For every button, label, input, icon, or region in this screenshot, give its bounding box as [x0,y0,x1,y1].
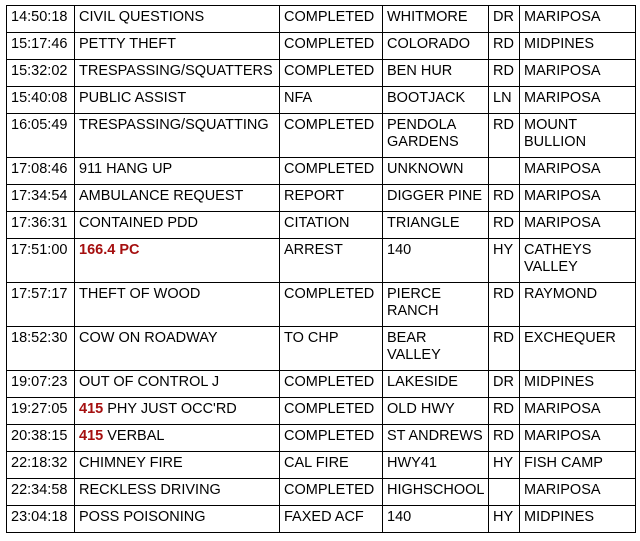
city-cell: MARIPOSA [520,425,636,452]
call-cell [75,87,280,114]
disposition-cell: COMPLETED [280,6,383,33]
city-cell: MARIPOSA [520,6,636,33]
street-cell: BOOTJACK [383,87,489,114]
suffix-cell: RD [489,33,520,60]
city-cell: FISH CAMP [520,452,636,479]
disposition-cell: COMPLETED [280,283,383,327]
call-type: POSS POISONING [79,509,206,525]
table-row [7,327,636,371]
suffix-cell: RD [489,283,520,327]
city-cell: MARIPOSA [520,212,636,239]
call-type: PETTY THEFT [79,36,176,52]
street-cell: 140 [383,239,489,283]
suffix-cell: LN [489,87,520,114]
call-cell [75,6,280,33]
disposition-cell: COMPLETED [280,371,383,398]
city-cell: MARIPOSA [520,60,636,87]
suffix-cell: RD [489,425,520,452]
street-cell: TRIANGLE [383,212,489,239]
city-cell: MARIPOSA [520,185,636,212]
disposition-cell: TO CHP [280,327,383,371]
call-cell [75,327,280,371]
call-type: OUT OF CONTROL J [79,374,220,390]
disposition-cell: REPORT [280,185,383,212]
street-cell: BEAR VALLEY [383,327,489,371]
time-cell: 17:51:00 [7,239,75,283]
street-cell: ST ANDREWS [383,425,489,452]
city-cell: MOUNT BULLION [520,114,636,158]
disposition-cell: FAXED ACF [280,506,383,533]
suffix-cell [489,158,520,185]
call-cell [75,398,280,425]
call-type: PHY JUST OCC'RD [103,401,237,417]
call-code: 415 [79,401,104,417]
street-cell: LAKESIDE [383,371,489,398]
street-cell: OLD HWY [383,398,489,425]
call-type: CIVIL QUESTIONS [79,9,205,25]
call-cell [75,283,280,327]
call-code: 166.4 PC [79,242,140,258]
street-cell: PIERCE RANCH [383,283,489,327]
suffix-cell: RD [489,114,520,158]
street-cell: WHITMORE [383,6,489,33]
time-cell: 17:57:17 [7,283,75,327]
city-cell: MARIPOSA [520,87,636,114]
suffix-cell: RD [489,327,520,371]
street-cell: BEN HUR [383,60,489,87]
table-row [7,212,636,239]
call-type: CHIMNEY FIRE [79,455,183,471]
time-cell: 23:04:18 [7,506,75,533]
call-type: TRESPASSING/SQUATTERS [79,63,273,79]
city-cell: RAYMOND [520,283,636,327]
disposition-cell: ARREST [280,239,383,283]
table-row [7,452,636,479]
street-cell: DIGGER PINE [383,185,489,212]
time-cell: 16:05:49 [7,114,75,158]
incident-log-body [7,6,636,533]
table-row [7,425,636,452]
city-cell: MIDPINES [520,33,636,60]
call-cell [75,158,280,185]
street-cell: HIGHSCHOOL [383,479,489,506]
time-cell: 17:36:31 [7,212,75,239]
call-cell [75,506,280,533]
time-cell: 20:38:15 [7,425,75,452]
table-row [7,506,636,533]
table-row [7,185,636,212]
city-cell: EXCHEQUER [520,327,636,371]
table-row [7,158,636,185]
street-cell: PENDOLA GARDENS [383,114,489,158]
call-type: VERBAL [103,428,165,444]
call-cell [75,60,280,87]
time-cell: 17:08:46 [7,158,75,185]
table-row [7,371,636,398]
call-cell [75,212,280,239]
disposition-cell: COMPLETED [280,60,383,87]
time-cell: 19:27:05 [7,398,75,425]
suffix-cell: DR [489,6,520,33]
disposition-cell: COMPLETED [280,479,383,506]
time-cell: 18:52:30 [7,327,75,371]
suffix-cell: RD [489,398,520,425]
table-row [7,114,636,158]
call-cell [75,239,280,283]
call-type: COW ON ROADWAY [79,330,218,346]
suffix-cell: HY [489,506,520,533]
suffix-cell [489,479,520,506]
city-cell: MARIPOSA [520,398,636,425]
call-type: RECKLESS DRIVING [79,482,221,498]
disposition-cell: COMPLETED [280,398,383,425]
suffix-cell: HY [489,452,520,479]
call-cell [75,114,280,158]
disposition-cell: CITATION [280,212,383,239]
street-cell: UNKNOWN [383,158,489,185]
time-cell: 19:07:23 [7,371,75,398]
time-cell: 22:18:32 [7,452,75,479]
disposition-cell: COMPLETED [280,158,383,185]
time-cell: 15:17:46 [7,33,75,60]
city-cell: MARIPOSA [520,479,636,506]
table-row [7,479,636,506]
disposition-cell: COMPLETED [280,114,383,158]
suffix-cell: RD [489,185,520,212]
disposition-cell: CAL FIRE [280,452,383,479]
call-cell [75,371,280,398]
table-row [7,398,636,425]
call-cell [75,425,280,452]
table-row [7,283,636,327]
call-type: THEFT OF WOOD [79,286,201,302]
disposition-cell: COMPLETED [280,33,383,60]
table-row [7,60,636,87]
call-type: AMBULANCE REQUEST [79,188,244,204]
time-cell: 14:50:18 [7,6,75,33]
suffix-cell: RD [489,60,520,87]
city-cell: MIDPINES [520,371,636,398]
suffix-cell: HY [489,239,520,283]
call-code: 415 [79,428,104,444]
call-cell [75,185,280,212]
city-cell: CATHEYS VALLEY [520,239,636,283]
call-type: 911 HANG UP [79,161,173,177]
table-row [7,33,636,60]
table-row [7,87,636,114]
time-cell: 15:32:02 [7,60,75,87]
disposition-cell: COMPLETED [280,425,383,452]
table-row [7,239,636,283]
city-cell: MARIPOSA [520,158,636,185]
time-cell: 17:34:54 [7,185,75,212]
street-cell: HWY41 [383,452,489,479]
disposition-cell: NFA [280,87,383,114]
call-type: CONTAINED PDD [79,215,198,231]
table-row [7,6,636,33]
time-cell: 15:40:08 [7,87,75,114]
call-cell [75,33,280,60]
call-type: PUBLIC ASSIST [79,90,187,106]
suffix-cell: DR [489,371,520,398]
call-cell [75,452,280,479]
time-cell: 22:34:58 [7,479,75,506]
street-cell: 140 [383,506,489,533]
call-type: TRESPASSING/SQUATTING [79,117,269,133]
incident-log-table [6,5,636,533]
suffix-cell: RD [489,212,520,239]
call-cell [75,479,280,506]
city-cell: MIDPINES [520,506,636,533]
street-cell: COLORADO [383,33,489,60]
